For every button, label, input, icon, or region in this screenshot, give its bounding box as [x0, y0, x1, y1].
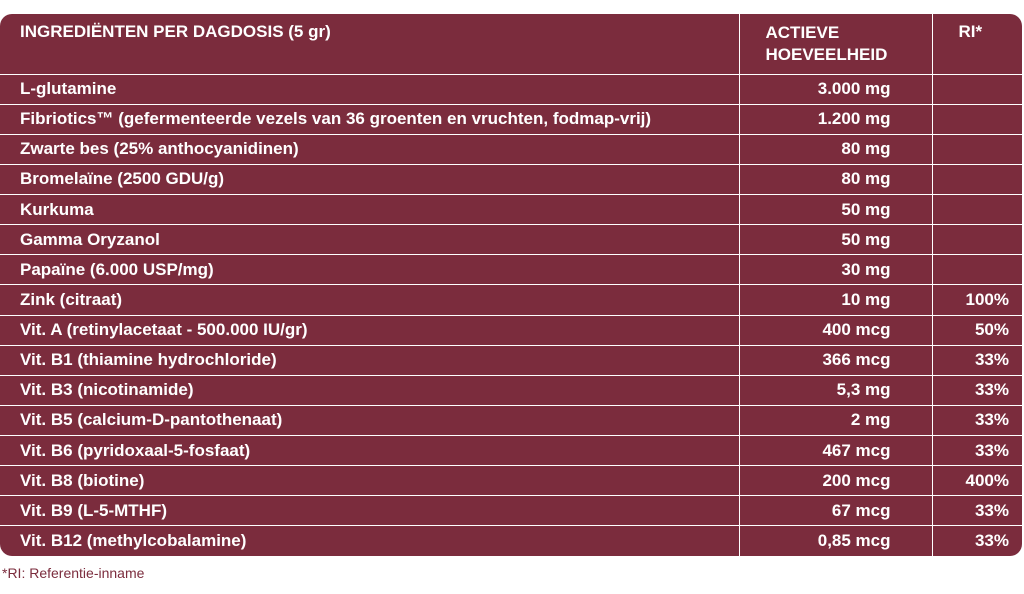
table-row	[0, 345, 1022, 375]
amount-cell: 467 mcg	[739, 436, 932, 466]
amount-cell: 0,85 mcg	[739, 526, 932, 556]
ingredient-cell: Papaïne (6.000 USP/mg)	[0, 255, 739, 285]
amount-cell: 10 mg	[739, 285, 932, 315]
ingredients-table	[0, 14, 1022, 556]
amount-cell: 400 mcg	[739, 315, 932, 345]
ri-cell: 33%	[932, 496, 1022, 526]
ingredient-cell: Vit. B12 (methylcobalamine)	[0, 526, 739, 556]
ingredient-cell: Vit. B5 (calcium-D-pantothenaat)	[0, 405, 739, 435]
amount-cell: 50 mg	[739, 225, 932, 255]
header-active-amount: ACTIEVE HOEVEELHEID	[739, 14, 932, 74]
amount-cell: 5,3 mg	[739, 375, 932, 405]
ingredient-cell: L-glutamine	[0, 74, 739, 104]
amount-cell: 200 mcg	[739, 466, 932, 496]
footnote: *RI: Referentie-inname	[2, 565, 145, 581]
ri-cell: 100%	[932, 285, 1022, 315]
ingredient-cell: Fibriotics™ (gefermenteerde vezels van 36 groenten en vruchten, fodmap-vrij)	[0, 104, 739, 134]
amount-cell: 80 mg	[739, 164, 932, 194]
ingredient-cell: Zwarte bes (25% anthocyanidinen)	[0, 134, 739, 164]
amount-cell: 30 mg	[739, 255, 932, 285]
table-row	[0, 74, 1022, 104]
amount-cell: 2 mg	[739, 405, 932, 435]
ingredient-cell: Vit. B1 (thiamine hydrochloride)	[0, 345, 739, 375]
ri-cell: 33%	[932, 345, 1022, 375]
table-row	[0, 466, 1022, 496]
table-row	[0, 104, 1022, 134]
ri-cell: 33%	[932, 526, 1022, 556]
table-body	[0, 74, 1022, 556]
table-row	[0, 134, 1022, 164]
amount-cell: 3.000 mg	[739, 74, 932, 104]
table-row	[0, 195, 1022, 225]
table-row	[0, 375, 1022, 405]
ingredient-cell: Kurkuma	[0, 195, 739, 225]
ri-cell	[932, 134, 1022, 164]
ri-cell	[932, 225, 1022, 255]
ingredient-cell: Vit. B6 (pyridoxaal-5-fosfaat)	[0, 436, 739, 466]
ri-cell: 50%	[932, 315, 1022, 345]
ingredient-cell: Vit. B9 (L-5-MTHF)	[0, 496, 739, 526]
table-row	[0, 436, 1022, 466]
header-ingredient: INGREDIËNTEN PER DAGDOSIS (5 gr)	[0, 14, 739, 74]
amount-cell: 366 mcg	[739, 345, 932, 375]
header-ri: RI*	[932, 14, 1022, 74]
table-row	[0, 315, 1022, 345]
ingredients-table-container	[0, 14, 1022, 556]
ri-cell: 33%	[932, 436, 1022, 466]
table-row	[0, 405, 1022, 435]
table-row	[0, 526, 1022, 556]
amount-cell: 1.200 mg	[739, 104, 932, 134]
ri-cell	[932, 74, 1022, 104]
ri-cell	[932, 104, 1022, 134]
table-row	[0, 164, 1022, 194]
ingredient-cell: Vit. B8 (biotine)	[0, 466, 739, 496]
amount-cell: 67 mcg	[739, 496, 932, 526]
ri-cell: 33%	[932, 405, 1022, 435]
ri-cell: 33%	[932, 375, 1022, 405]
ri-cell	[932, 164, 1022, 194]
table-row	[0, 285, 1022, 315]
ingredient-cell: Gamma Oryzanol	[0, 225, 739, 255]
ri-cell	[932, 195, 1022, 225]
ingredient-cell: Vit. A (retinylacetaat - 500.000 IU/gr)	[0, 315, 739, 345]
amount-cell: 50 mg	[739, 195, 932, 225]
table-row	[0, 496, 1022, 526]
table-row	[0, 225, 1022, 255]
ri-cell: 400%	[932, 466, 1022, 496]
header-row	[0, 14, 1022, 74]
ri-cell	[932, 255, 1022, 285]
table-header	[0, 14, 1022, 74]
ingredient-cell: Bromelaïne (2500 GDU/g)	[0, 164, 739, 194]
ingredient-cell: Zink (citraat)	[0, 285, 739, 315]
amount-cell: 80 mg	[739, 134, 932, 164]
table-row	[0, 255, 1022, 285]
ingredient-cell: Vit. B3 (nicotinamide)	[0, 375, 739, 405]
